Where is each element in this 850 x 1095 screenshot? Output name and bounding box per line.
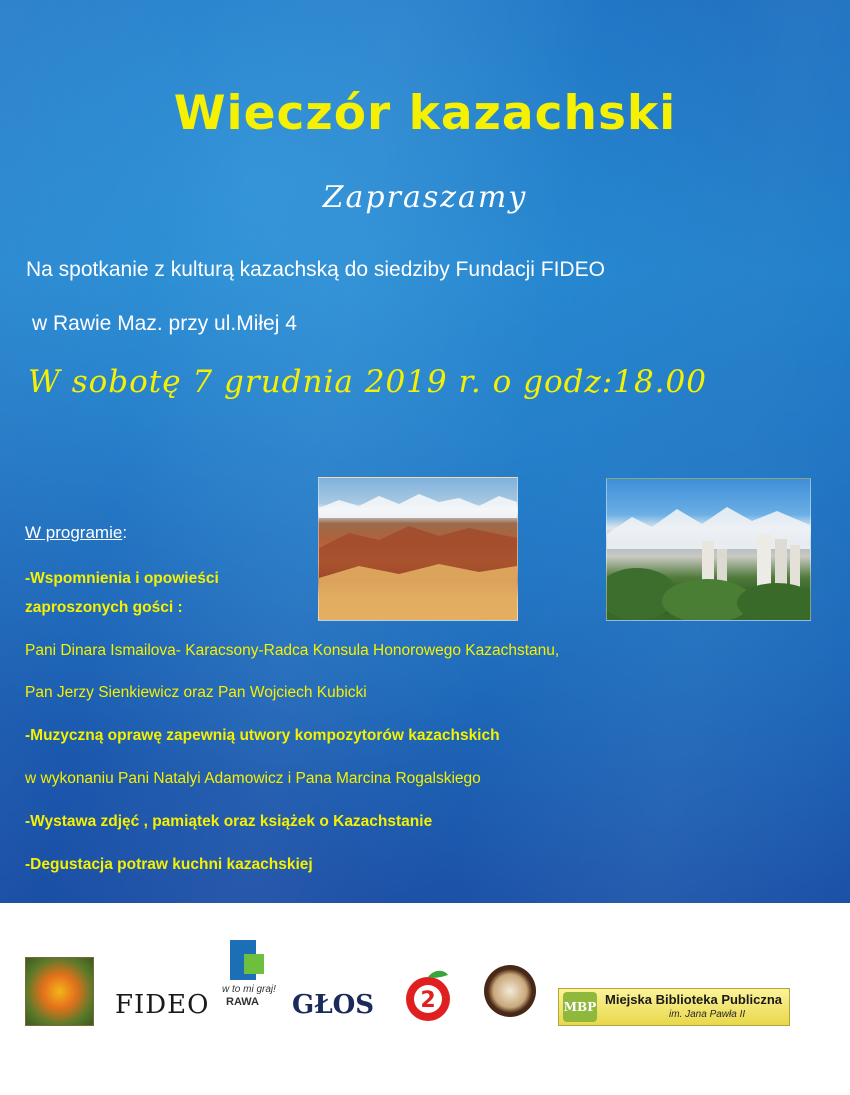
- library-subtitle: im. Jana Pawła II: [669, 1009, 746, 1020]
- event-date: W sobotę 7 grudnia 2019 r. o godz:18.00: [28, 364, 707, 400]
- program-item: Pan Jerzy Sienkiewicz oraz Pan Wojciech Kubicki: [25, 684, 367, 701]
- sun-logo: [25, 957, 94, 1026]
- event-title: Wieczór kazachski: [173, 86, 677, 141]
- program-item: -Degustacja potraw kuchni kazachskiej: [25, 856, 313, 873]
- invite-text: Zapraszamy: [322, 180, 528, 215]
- apple-logo: [398, 965, 458, 1025]
- glos-logo: GŁOS: [292, 990, 375, 1020]
- rawa-slogan: w to mi graj!: [222, 984, 276, 995]
- program-item: zaproszonych gości :: [25, 599, 183, 616]
- puzzle-piece-icon: [244, 954, 264, 974]
- canyon-photo: [318, 477, 518, 621]
- library-title: Miejska Biblioteka Publiczna: [605, 992, 782, 1007]
- fideo-logo: FIDEO: [115, 990, 210, 1020]
- program-item: -Muzyczną oprawę zapewnią utwory kompozytorów kazachskich: [25, 727, 500, 744]
- rawa-logo: [222, 940, 276, 1016]
- venue-line: Na spotkanie z kulturą kazachską do siedziby Fundacji FIDEO: [26, 258, 605, 281]
- program-item: Pani Dinara Ismailova- Karacsony-Radca Konsula Honorowego Kazachstanu,: [25, 642, 560, 659]
- city-photo: [606, 478, 811, 621]
- program-item: w wykonaniu Pani Natalyi Adamowicz i Pana Marcina Rogalskiego: [25, 770, 481, 787]
- program-item: -Wspomnienia i opowieści: [25, 570, 219, 587]
- tulip-logo: [484, 965, 536, 1017]
- program-heading: W programie:: [25, 523, 128, 542]
- library-logo: [558, 988, 790, 1026]
- program-item: -Wystawa zdjęć , pamiątek oraz książek o Kazachstanie: [25, 813, 433, 830]
- library-badge: MBP: [563, 992, 597, 1022]
- address-line: w Rawie Maz. przy ul.Miłej 4: [32, 312, 297, 335]
- svg-text:2: 2: [420, 988, 436, 1013]
- rawa-label: RAWA: [226, 996, 259, 1008]
